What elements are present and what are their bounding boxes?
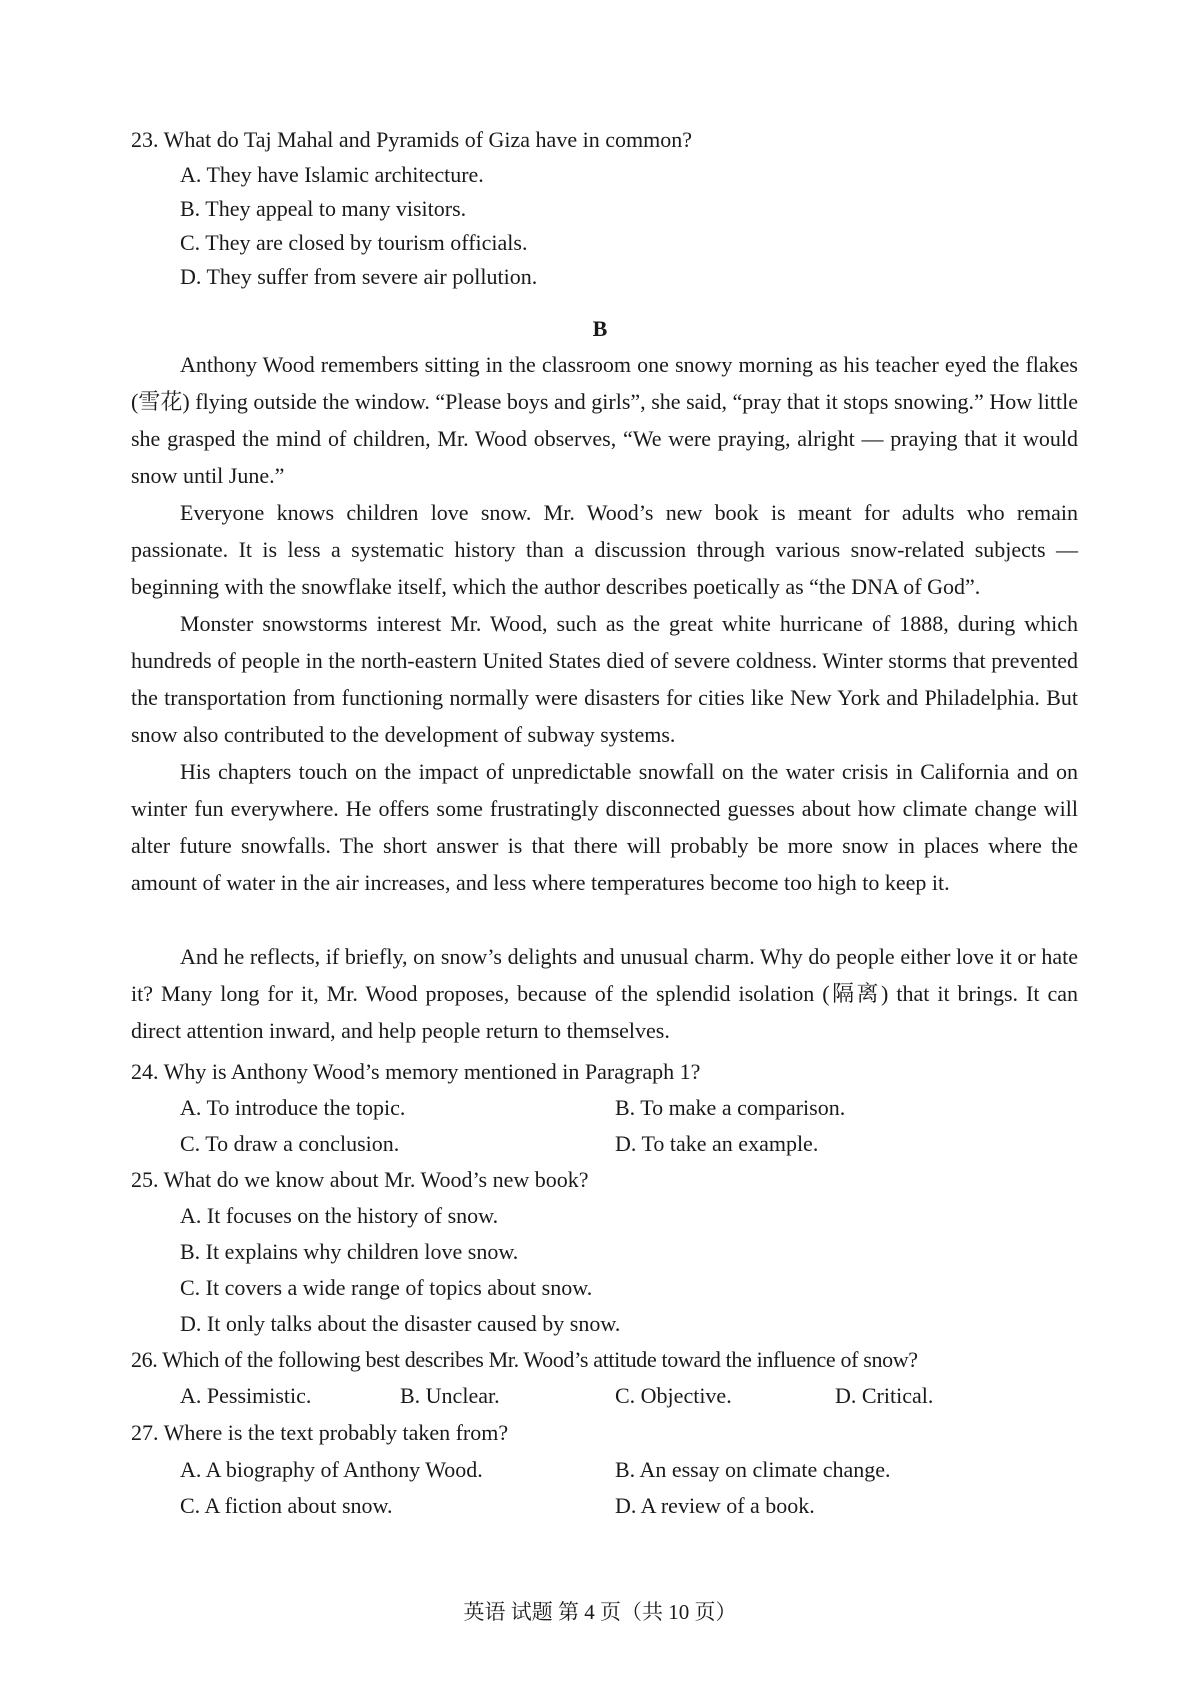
question-23-option-d: D. They suffer from severe air pollution. xyxy=(180,264,538,289)
passage-paragraph-1: Anthony Wood remembers sitting in the classroom one snowy morning as his teacher eyed the flakes (雪花) flying outside the window. “Please boys and girls”, she said, “pray that it stops snowing.” How little she grasped the mind of children, Mr. Wood observes, “We were praying, alright — praying that it would snow until June.” xyxy=(131,352,1078,488)
question-24-stem: 24. Why is Anthony Wood’s memory mentioned in Paragraph 1? xyxy=(131,1059,701,1084)
question-23-stem: 23. What do Taj Mahal and Pyramids of Giza have in common? xyxy=(131,127,692,152)
question-23-option-b: B. They appeal to many visitors. xyxy=(180,196,467,221)
question-27-option-a: A. A biography of Anthony Wood. xyxy=(180,1457,483,1482)
question-25-option-d: D. It only talks about the disaster caused by snow. xyxy=(180,1311,621,1336)
page-footer: 英语 试题 第 4 页（共 10 页） xyxy=(463,1600,737,1624)
question-24-option-a: A. To introduce the topic. xyxy=(180,1095,406,1120)
question-27-option-b: B. An essay on climate change. xyxy=(615,1457,891,1482)
question-24-option-d: D. To take an example. xyxy=(615,1131,819,1156)
question-25-option-b: B. It explains why children love snow. xyxy=(180,1239,519,1264)
section-label: B xyxy=(592,316,608,341)
question-24-option-c: C. To draw a conclusion. xyxy=(180,1131,400,1156)
question-25-stem: 25. What do we know about Mr. Wood’s new book? xyxy=(131,1167,589,1192)
question-24-option-b: B. To make a comparison. xyxy=(615,1095,846,1120)
question-26-option-c: C. Objective. xyxy=(615,1383,732,1408)
passage-paragraph-3: Monster snowstorms interest Mr. Wood, such as the great white hurricane of 1888, during which hundreds of people in the north-eastern United States died of severe coldness. Winter storms that prevented the transportation from functioning normally were disasters for cities like New York and Philadelphia. But snow also contributed to the development of subway systems. xyxy=(131,611,1078,747)
question-23-option-a: A. They have Islamic architecture. xyxy=(180,162,484,187)
question-26-option-d: D. Critical. xyxy=(835,1383,934,1408)
question-25-option-a: A. It focuses on the history of snow. xyxy=(180,1203,499,1228)
question-23-option-c: C. They are closed by tourism officials. xyxy=(180,230,528,255)
question-27-option-d: D. A review of a book. xyxy=(615,1493,815,1518)
question-25-option-c: C. It covers a wide range of topics about snow. xyxy=(180,1275,593,1300)
question-27-stem: 27. Where is the text probably taken from? xyxy=(131,1420,509,1445)
question-26-option-a: A. Pessimistic. xyxy=(180,1383,312,1408)
question-27-option-c: C. A fiction about snow. xyxy=(180,1493,393,1518)
passage-paragraph-4: His chapters touch on the impact of unpredictable snowfall on the water crisis in California and on winter fun everywhere. He offers some frustratingly disconnected guesses about how climate change will alter future snowfalls. The short answer is that there will probably be more snow in places where the amount of water in the air increases, and less where temperatures become too high to keep it. xyxy=(131,759,1078,895)
passage-paragraph-5: And he reflects, if briefly, on snow’s delights and unusual charm. Why do people either love it or hate it? Many long for it, Mr. Wood proposes, because of the splendid isolation (隔离) that it brings. It can direct attention inward, and help people return to themselves. xyxy=(131,944,1078,1043)
question-26-stem: 26. Which of the following best describes Mr. Wood’s attitude toward the influence of snow? xyxy=(131,1347,918,1372)
passage-paragraph-2: Everyone knows children love snow. Mr. Wood’s new book is meant for adults who remain passionate. It is less a systematic history than a discussion through various snow-related subjects — beginning with the snowflake itself, which the author describes poetically as “the DNA of God”. xyxy=(131,500,1078,599)
question-26-option-b: B. Unclear. xyxy=(400,1383,500,1408)
